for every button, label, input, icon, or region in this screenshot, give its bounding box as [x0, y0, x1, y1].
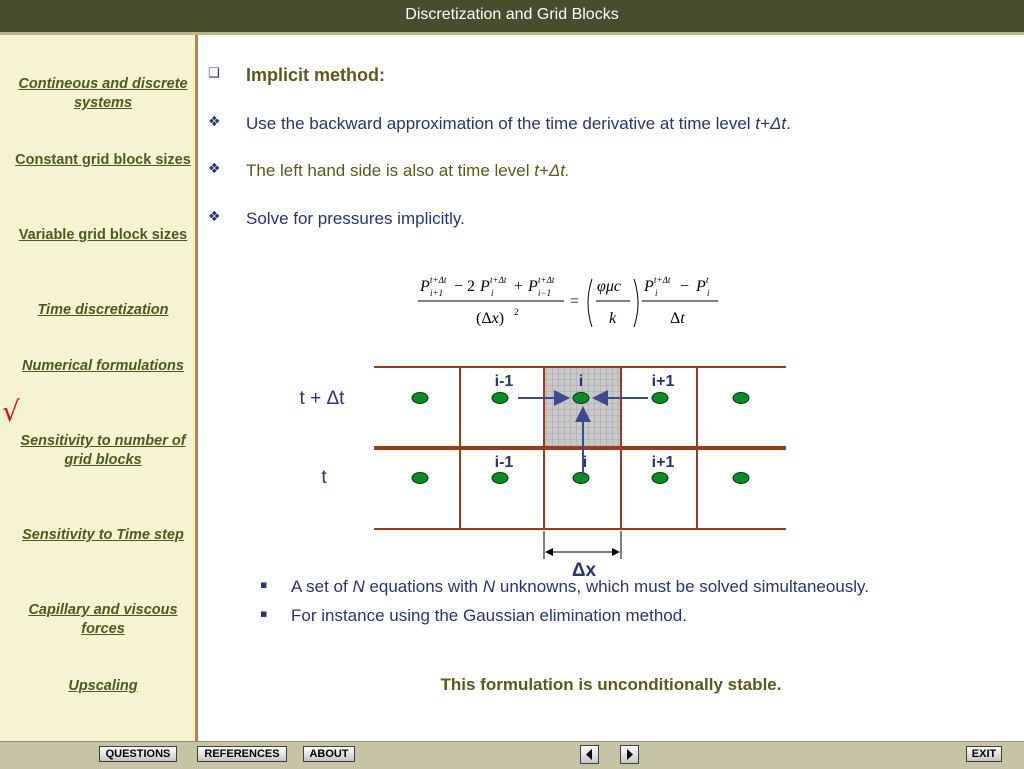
- row-label-t: t: [321, 467, 327, 488]
- svg-text:−: −: [680, 278, 690, 295]
- heading-checkbox-icon: ❑: [208, 66, 220, 81]
- svg-text:i: i: [491, 288, 494, 298]
- sidebar-item-continuous-discrete[interactable]: Contineous and discrete systems: [18, 76, 188, 111]
- next-slide-button[interactable]: [620, 745, 639, 764]
- svg-text:P: P: [420, 278, 430, 295]
- svg-text:P: P: [480, 278, 490, 295]
- svg-text:2: 2: [514, 307, 519, 317]
- node-top-4: [652, 393, 668, 404]
- triangle-right-icon: [621, 746, 638, 763]
- sidebar-item-sensitivity-time[interactable]: Sensitivity to Time step: [22, 527, 184, 543]
- cell-label-bottom-i-plus-1: i+1: [651, 454, 675, 471]
- current-section-checkmark-icon: √: [2, 395, 20, 428]
- svg-text:P: P: [644, 278, 654, 295]
- svg-text:P: P: [528, 278, 538, 295]
- about-button[interactable]: ABOUT: [303, 746, 355, 762]
- questions-button[interactable]: QUESTIONS: [99, 746, 177, 762]
- cell-label-bottom-i-minus-1: i-1: [494, 454, 514, 471]
- equation-coef-denominator: k: [609, 310, 617, 327]
- node-top-1: [412, 393, 428, 404]
- svg-text:t+Δt: t+Δt: [490, 275, 507, 285]
- svg-text:=: =: [570, 293, 580, 310]
- cell-label-top-i-plus-1: i+1: [651, 373, 675, 390]
- diamond-bullet-icon: ❖: [208, 161, 221, 177]
- equation-rhs-denominator: Δt: [670, 310, 685, 327]
- equation-rhs-numerator: [643, 275, 710, 298]
- svg-text:t+Δt: t+Δt: [538, 275, 555, 285]
- svg-text:P: P: [696, 278, 706, 295]
- cell-label-top-i: i: [578, 373, 584, 390]
- sidebar-item-capillary-viscous[interactable]: Capillary and viscous forces: [28, 602, 178, 637]
- heading: Implicit method:: [246, 65, 385, 85]
- node-top-5: [733, 393, 749, 404]
- svg-text:i: i: [707, 288, 710, 298]
- node-bottom-4: [652, 473, 668, 484]
- svg-text:i−1: i−1: [538, 288, 552, 298]
- bullet-1-em: t+Δt: [755, 114, 787, 133]
- triangle-left-icon: [581, 746, 598, 763]
- node-bottom-3: [573, 473, 589, 484]
- implicit-equation: [416, 273, 776, 333]
- svg-text:(Δx): (Δx): [476, 310, 505, 327]
- grid-block-diagram: [198, 355, 1024, 581]
- diamond-bullet-icon: ❖: [208, 209, 221, 225]
- node-bottom-5: [733, 473, 749, 484]
- equation-coef-numerator: φμc: [597, 278, 621, 295]
- bullet-1-tail: .: [786, 114, 791, 133]
- bullet-3-text: Solve for pressures implicitly.: [246, 209, 465, 228]
- diamond-bullet-icon: ❖: [208, 114, 221, 130]
- previous-slide-button[interactable]: [580, 745, 599, 764]
- square-bullet-icon: ▪: [260, 578, 268, 591]
- node-bottom-1: [412, 473, 428, 484]
- svg-text:i+1: i+1: [430, 288, 444, 298]
- bullet-1-text: Use the backward approximation of the time derivative at time level: [246, 114, 756, 133]
- references-button[interactable]: REFERENCES: [197, 746, 287, 762]
- equation-lhs-numerator: [419, 275, 555, 298]
- node-bottom-2: [492, 473, 508, 484]
- svg-text:i: i: [655, 288, 658, 298]
- slide-content: [198, 35, 1024, 741]
- equation-lhs-denominator: [476, 307, 519, 327]
- sidebar: [0, 35, 198, 741]
- cell-label-bottom-i: i: [582, 454, 588, 471]
- sidebar-item-upscaling[interactable]: Upscaling: [68, 678, 138, 694]
- node-top-2: [492, 393, 508, 404]
- svg-text:− 2: − 2: [454, 278, 476, 295]
- svg-text:t: t: [706, 275, 709, 285]
- dx-label: Δx: [571, 560, 597, 581]
- sidebar-item-time-discretization[interactable]: Time discretization: [37, 302, 169, 318]
- exit-button[interactable]: EXIT: [966, 746, 1002, 762]
- slide-title: Discretization and Grid Blocks: [405, 6, 619, 23]
- bottom-toolbar: [0, 741, 1024, 769]
- sidebar-item-sensitivity-grid[interactable]: Sensitivity to number of grid blocks: [20, 433, 186, 468]
- sidebar-item-constant-grid[interactable]: Constant grid block sizes: [15, 152, 191, 168]
- sub-bullet-2: For instance using the Gaussian elimination method.: [291, 606, 687, 625]
- cell-label-top-i-minus-1: i-1: [494, 373, 514, 390]
- svg-text:t+Δt: t+Δt: [654, 275, 671, 285]
- conclusion-text: This formulation is unconditionally stable.: [440, 675, 782, 694]
- bullet-2-em: t+Δt.: [534, 161, 570, 180]
- sidebar-item-variable-grid[interactable]: Variable grid block sizes: [18, 227, 188, 243]
- square-bullet-icon: ▪: [260, 607, 268, 620]
- row-label-t-plus-dt: t + Δt: [299, 388, 345, 409]
- bullet-2-text: The left hand side is also at time level: [246, 161, 535, 180]
- svg-text:+: +: [514, 278, 524, 295]
- sub-bullet-1: A set of N equations with N unknowns, which must be solved simultaneously.: [291, 577, 870, 596]
- title-bar: [0, 0, 1024, 35]
- svg-text:t+Δt: t+Δt: [430, 275, 447, 285]
- node-top-3: [573, 393, 589, 404]
- sidebar-item-numerical-formulations[interactable]: Numerical formulations: [22, 358, 184, 374]
